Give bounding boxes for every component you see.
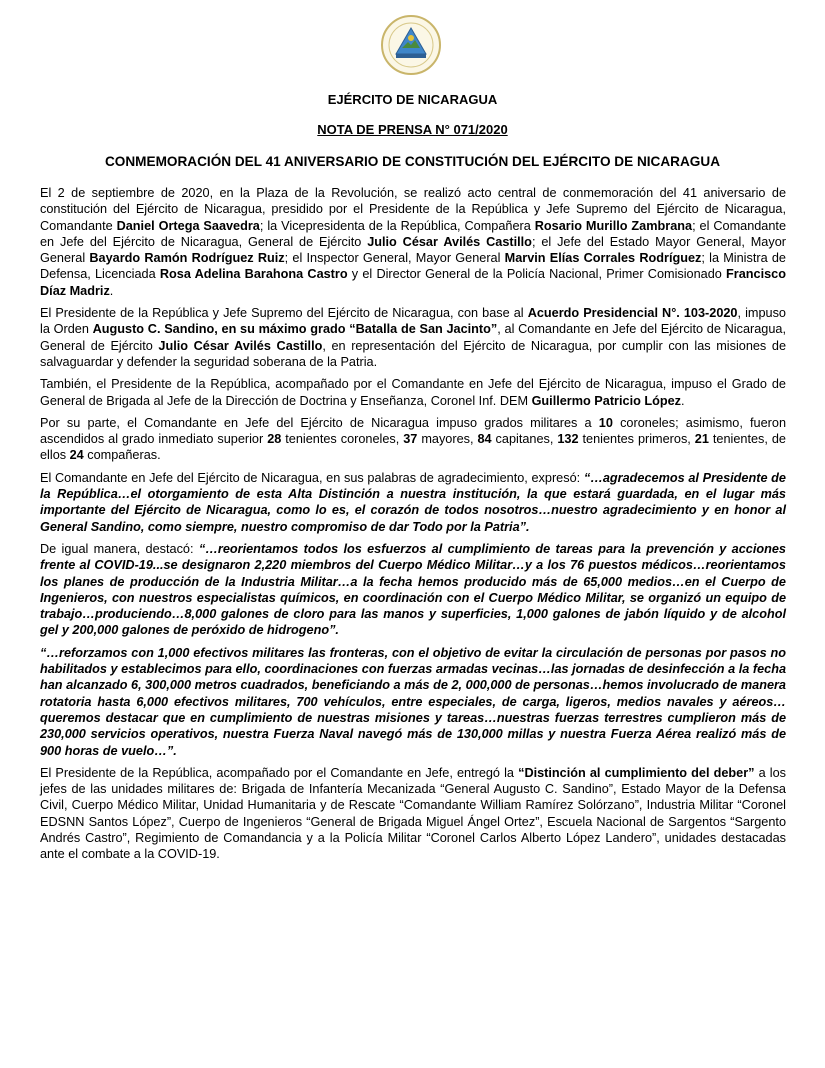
text-run: capitanes, — [491, 432, 558, 447]
text-run: “…reforzamos con 1,000 efectivos militares las fronteras, con el objetivo de evitar la circulación de personas por pasos no habilitados y establecimos para ello, coordinaciones con fuerzas armadas vecinas…las jornadas de desinfección a la fecha han alcanzado 6, 300,000 metros cuadrados, beneficiando a más de 2, 000,000 de personas…hemos involucrado de manera rotatoria hasta 6,000 efectivos militares, 700 vehículos, entre especiales, de carga, ligeros, medios navales y aéreos…queremos destacar que en cumplimiento de nuestras misiones y tareas…nuestras fuerzas terrestres cumplieron más de 230,000 servicios operativos, nuestra Fuerza Naval navegó más de 130,000 millas y nuestra Fuerza Aérea realizó más de 900 horas de vuelo…”. — [40, 645, 786, 758]
paragraph-3 — [40, 376, 786, 409]
text-run: De igual manera, destacó: — [40, 541, 199, 556]
press-note-number: NOTA DE PRENSA N° 071/2020 — [317, 122, 508, 137]
paragraph-4 — [40, 415, 786, 464]
text-run: El Comandante en Jefe del Ejército de Nicaragua, en sus palabras de agradecimiento, expresó: — [40, 470, 584, 485]
text-run: “Distinción al cumplimiento del deber” — [518, 765, 755, 780]
text-run: ; el Inspector General, Mayor General — [284, 251, 505, 266]
text-run: Julio César Avilés Castillo — [158, 338, 323, 353]
text-run: compañeras. — [83, 448, 161, 463]
text-run: Julio César Avilés Castillo — [367, 234, 532, 249]
text-run: ; la Ministra de Defensa, Licenciada — [40, 251, 786, 282]
text-run: 132 — [557, 432, 579, 447]
paragraph-1 — [40, 185, 786, 299]
text-run: tenientes coroneles, — [281, 432, 404, 447]
text-run: ; la Vicepresidenta de la República, Compañera — [259, 218, 535, 233]
text-run: 21 — [694, 432, 709, 447]
text-run: 28 — [267, 432, 282, 447]
nicaragua-seal-icon — [380, 14, 442, 76]
text-run: y el Director General de la Policía Nacional, Primer Comisionado — [347, 267, 727, 282]
organization-name: EJÉRCITO DE NICARAGUA — [327, 92, 498, 107]
paragraph-7 — [40, 645, 786, 759]
text-run: 10 — [598, 415, 613, 430]
text-run: ; el Jefe del Estado Mayor General, Mayor General — [40, 234, 786, 266]
text-run: ; el Comandante en Jefe del Ejército de Nicaragua, General de Ejército — [40, 218, 786, 249]
text-run: Guillermo Patricio López — [531, 393, 682, 408]
document-body — [40, 185, 786, 869]
text-run: . — [109, 283, 114, 298]
paragraph-5 — [40, 470, 786, 535]
text-run: Daniel Ortega Saavedra — [116, 218, 260, 233]
text-run: , en representación del Ejército de Nicaragua, por cumplir con las misiones de salvaguardar y defender la seguridad soberana de la Patria. — [40, 338, 786, 369]
text-run: tenientes primeros, — [578, 432, 695, 447]
text-run: Rosa Adelina Barahona Castro — [159, 267, 348, 282]
text-run: , impuso la Orden — [40, 306, 786, 337]
document-title: CONMEMORACIÓN DEL 41 ANIVERSARIO DE CONSTITUCIÓN DEL EJÉRCITO DE NICARAGUA — [104, 154, 721, 169]
text-run: “…reorientamos todos los esfuerzos al cumplimiento de tareas para la prevención y acciones frente al COVID-19...se designaron 2,220 miembros del Cuerpo Médico Militar…y a los 76 puestos médicos…reorientamos los planes de producción de la Industria Militar…a la fecha hemos producido más de 65,000 medios…en el Cuerpo de Ingenieros, con nuestros especialistas químicos, en coordinación con el Cuerpo Médico Militar, se organizó un equipo de trabajo…produciendo…8,000 galones de cloro para las manos y superficies, 1,000 galones de jabón líquido y de alcohol gel y 200,000 galones de peróxido de hidrogeno”. — [40, 541, 786, 638]
text-run: coroneles; asimismo, fueron ascendidos al grado inmediato superior — [40, 415, 786, 447]
text-run: . — [681, 393, 685, 408]
text-run: El 2 de septiembre de 2020, en la Plaza de la Revolución, se realizó acto central de conmemoración del 41 aniversario de constitución del Ejército de Nicaragua, presidido por el Presidente de la República y Jefe Supremo del Ejército de Nicaragua, Comandante — [40, 186, 786, 233]
paragraph-8 — [40, 765, 786, 863]
text-run: El Presidente de la República y Jefe Supremo del Ejército de Nicaragua, con base al — [40, 306, 528, 321]
text-run: El Presidente de la República, acompañado por el Comandante en Jefe, entregó la — [40, 765, 519, 780]
text-run: , al Comandante en Jefe del Ejército de Nicaragua, General de Ejército — [40, 322, 786, 353]
text-run: 24 — [69, 448, 84, 463]
text-run: 37 — [403, 432, 418, 447]
text-run: Rosario Murillo Zambrana — [534, 218, 693, 233]
paragraph-6 — [40, 541, 786, 639]
text-run: Marvin Elías Corrales Rodríguez — [504, 251, 702, 266]
text-run: También, el Presidente de la República, acompañado por el Comandante en Jefe del Ejército de Nicaragua, impuso el Grado de General de Brigada al Jefe de la Dirección de Doctrina y Enseñanza, Coronel Inf. DEM — [40, 377, 786, 408]
text-run: tenientes, de ellos — [40, 432, 786, 463]
text-run: a los jefes de las unidades militares de: Brigada de Infantería Mecanizada “General Augusto C. Sandino”, Estado Mayor de la Defensa Civil, Cuerpo Médico Militar, Unidad Humanitaria y de Rescate “Comandante William Ramírez Solórzano”, Industria Militar “Coronel EDSNN Santos López”, Cuerpo de Ingenieros “General de Brigada Miguel Ángel Ortez”, Escuela Nacional de Sargentos “Sargento Andrés Castro”, Regimiento de Comandancia y a la Policía Militar “Coronel Carlos Alberto López Landero”, unidades destacadas ante el combate a la COVID-19. — [40, 765, 786, 862]
text-run: 84 — [477, 432, 492, 447]
paragraph-2 — [40, 305, 786, 370]
text-run: mayores, — [417, 432, 478, 447]
text-run: “…agradecemos al Presidente de la República…el otorgamiento de esta Alta Distinción a nuestra institución, la que estará guardada, en el lugar más importante del Ejército de Nicaragua, como lo es, el corazón de todos nosotros…nuestro agradecimiento y en honor al General Sandino, como siempre, nuestro compromiso de dar Todo por la Patria”. — [40, 470, 786, 534]
text-run: Por su parte, el Comandante en Jefe del Ejército de Nicaragua impuso grados militares a — [40, 415, 599, 430]
text-run: Acuerdo Presidencial N°. 103-2020 — [527, 306, 738, 321]
text-run: Augusto C. Sandino, en su máximo grado “Batalla de San Jacinto” — [92, 322, 498, 337]
text-run: Francisco Díaz Madriz — [40, 267, 786, 298]
text-run: Bayardo Ramón Rodríguez Ruiz — [89, 251, 285, 266]
